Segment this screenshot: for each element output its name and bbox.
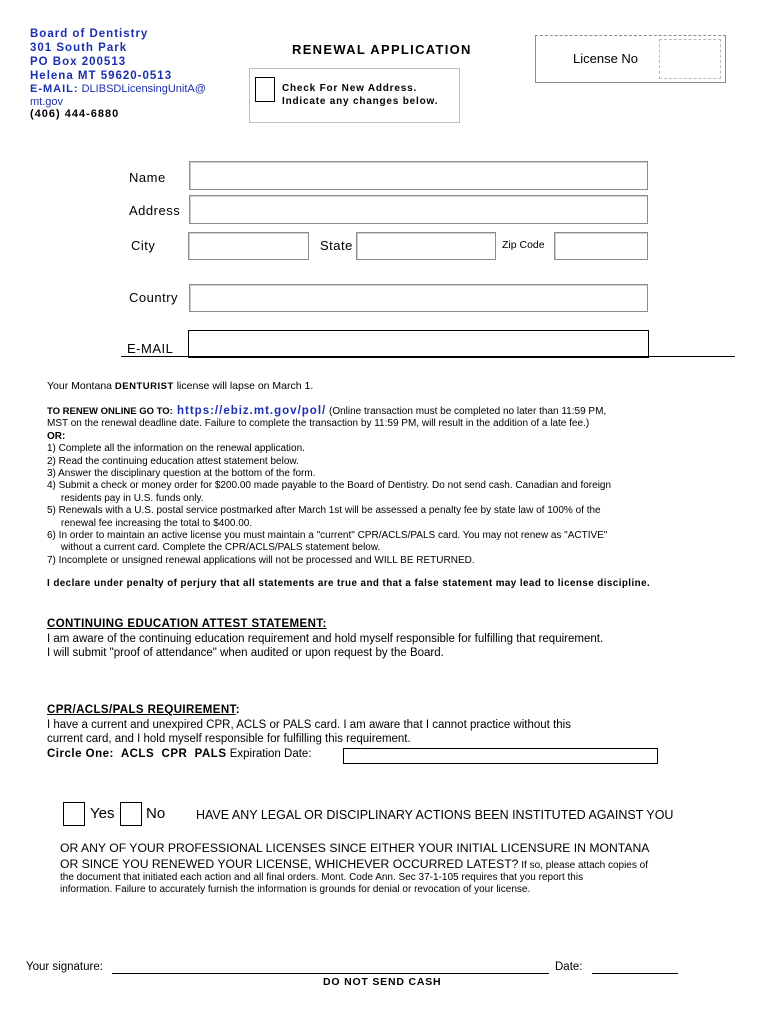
instruction-item: 2) Read the continuing education attest statement below.: [47, 455, 299, 467]
date-line[interactable]: [592, 973, 678, 974]
cpr-heading-colon: :: [235, 704, 240, 716]
new-address-checkbox[interactable]: [255, 77, 275, 102]
address-input[interactable]: [189, 195, 648, 224]
date-label: Date:: [555, 961, 583, 973]
instruction-item: 1) Complete all the information on the renewal application.: [47, 443, 305, 455]
signature-line[interactable]: [112, 973, 549, 974]
zip-label: Zip Code: [502, 239, 545, 251]
email-label: E-MAIL:: [30, 83, 79, 95]
disciplinary-question-line2: OR ANY OF YOUR PROFESSIONAL LICENSES SINCE EITHER YOUR INITIAL LICENSURE IN MONTANA: [60, 841, 650, 855]
lapse-pre: Your Montana: [47, 380, 115, 392]
new-address-line1: Check For New Address.: [282, 83, 418, 94]
email-field-label: E-MAIL: [127, 341, 174, 356]
state-label: State: [320, 238, 353, 253]
new-address-frame: [249, 68, 460, 123]
disciplinary-note: [60, 872, 583, 897]
ce-heading: CONTINUING EDUCATION ATTEST STATEMENT:: [47, 618, 327, 630]
disciplinary-question-line1: HAVE ANY LEGAL OR DISCIPLINARY ACTIONS BEEN INSTITUTED AGAINST YOU: [196, 808, 674, 822]
instruction-item: 7) Incomplete or unsigned renewal applications will not be processed and WILL BE RETURNED.: [47, 554, 475, 566]
renew-line2: MST on the renewal deadline date. Failure to complete the transaction by 11:59 PM, will result in the addition of a late fee.): [47, 418, 590, 430]
expiration-date-input[interactable]: [343, 748, 658, 764]
ce-line2: I will submit "proof of attendance" when audited or upon request by the Board.: [47, 647, 444, 659]
address-line: Helena MT 59620-0513: [30, 70, 173, 82]
email-link-part2[interactable]: mt.gov: [30, 96, 64, 108]
renew-after-url: (Online transaction must be completed no later than 11:59 PM,: [326, 406, 607, 417]
do-not-send-cash: DO NOT SEND CASH: [323, 976, 442, 988]
instruction-item: 4) Submit a check or money order for $200.00 made payable to the Board of Dentistry. Do not send cash. Canadian and foreign: [47, 480, 612, 492]
new-address-text: [282, 82, 438, 108]
license-no-input[interactable]: [659, 39, 721, 79]
cpr-expiration-label: Expiration Date:: [226, 747, 312, 760]
name-input[interactable]: [189, 161, 648, 190]
board-phone: (406) 444-6880: [30, 108, 120, 120]
email-underline: [121, 356, 735, 357]
city-input[interactable]: [188, 232, 309, 260]
instruction-item: without a current card. Complete the CPR/ACLS/PALS statement below.: [47, 542, 381, 554]
form-title: RENEWAL APPLICATION: [292, 42, 472, 57]
new-address-line2: Indicate any changes below.: [282, 96, 439, 107]
disciplinary-note-line1: If so, please attach copies of: [518, 860, 648, 871]
city-label: City: [131, 238, 156, 253]
renew-line1: [47, 405, 747, 418]
instruction-item: 5) Renewals with a U.S. postal service postmarked after March 1st will be assessed a penalty fee by state law of 100% of the: [47, 505, 601, 517]
instruction-item: residents pay in U.S. funds only.: [47, 492, 204, 504]
instruction-item: renewal fee increasing the total to $400.00.: [47, 517, 253, 529]
no-label: No: [146, 805, 166, 822]
address-line: Board of Dentistry: [30, 28, 149, 40]
cpr-heading-text: CPR/ACLS/PALS REQUIREMENT: [47, 704, 236, 716]
cpr-line2: current card, and I hold myself responsible for fulfilling this requirement.: [47, 733, 411, 745]
license-no-label: License No: [573, 51, 639, 66]
board-email: [30, 83, 206, 109]
signature-label: Your signature:: [26, 961, 103, 973]
lapse-post: license will lapse on March 1.: [173, 380, 314, 392]
yes-label: Yes: [90, 805, 115, 822]
renew-label: TO RENEW ONLINE GO TO:: [47, 406, 173, 417]
renew-url-link[interactable]: https://ebiz.mt.gov/pol/: [172, 405, 327, 417]
renew-block: [47, 405, 747, 567]
state-input[interactable]: [356, 232, 496, 260]
address-label: Address: [129, 203, 181, 218]
disciplinary-question-line3: OR SINCE YOU RENEWED YOUR LICENSE, WHICHEVER OCCURRED LATEST?: [60, 857, 519, 871]
lapse-bold: DENTURIST: [114, 381, 174, 392]
zip-input[interactable]: [554, 232, 648, 260]
cpr-line1: I have a current and unexpired CPR, ACLS or PALS card. I am aware that I cannot practice without this: [47, 718, 571, 731]
no-checkbox[interactable]: [120, 802, 142, 826]
yes-checkbox[interactable]: [63, 802, 85, 826]
cpr-circle-one[interactable]: Circle One: ACLS CPR PALS: [47, 747, 227, 760]
name-label: Name: [129, 170, 166, 185]
cpr-heading: [47, 703, 571, 718]
country-label: Country: [129, 290, 179, 305]
disciplinary-note-line3: information. Failure to accurately furnish the information is grounds for denial or revocation of your license.: [60, 884, 531, 896]
address-line: PO Box 200513: [30, 56, 127, 68]
instruction-item: 6) In order to maintain an active license you must maintain a "current" CPR/ACLS/PALS card. You may not renew as "ACTIVE": [47, 530, 608, 542]
renew-or: OR:: [47, 430, 66, 442]
lapse-notice: [47, 380, 313, 392]
country-input[interactable]: [189, 284, 648, 312]
email-input[interactable]: [188, 330, 649, 358]
disciplinary-note-line2: the document that initiated each action and all final orders. Mont. Code Ann. Sec 37-1-105 requires that you report this: [60, 872, 584, 883]
email-link-part1[interactable]: DLIBSDLicensingUnitA@: [81, 83, 206, 95]
ce-section: [47, 617, 603, 661]
board-address: [30, 27, 172, 83]
address-line: 301 South Park: [30, 42, 128, 54]
license-no-frame: [535, 35, 726, 83]
instruction-item: 3) Answer the disciplinary question at the bottom of the form.: [47, 468, 316, 480]
ce-line1: I am aware of the continuing education requirement and hold myself responsible for fulfilling that requirement.: [47, 632, 604, 645]
disciplinary-question-block: [60, 840, 750, 874]
declaration: I declare under penalty of perjury that all statements are true and that a false statement may lead to license discipline.: [47, 578, 651, 589]
